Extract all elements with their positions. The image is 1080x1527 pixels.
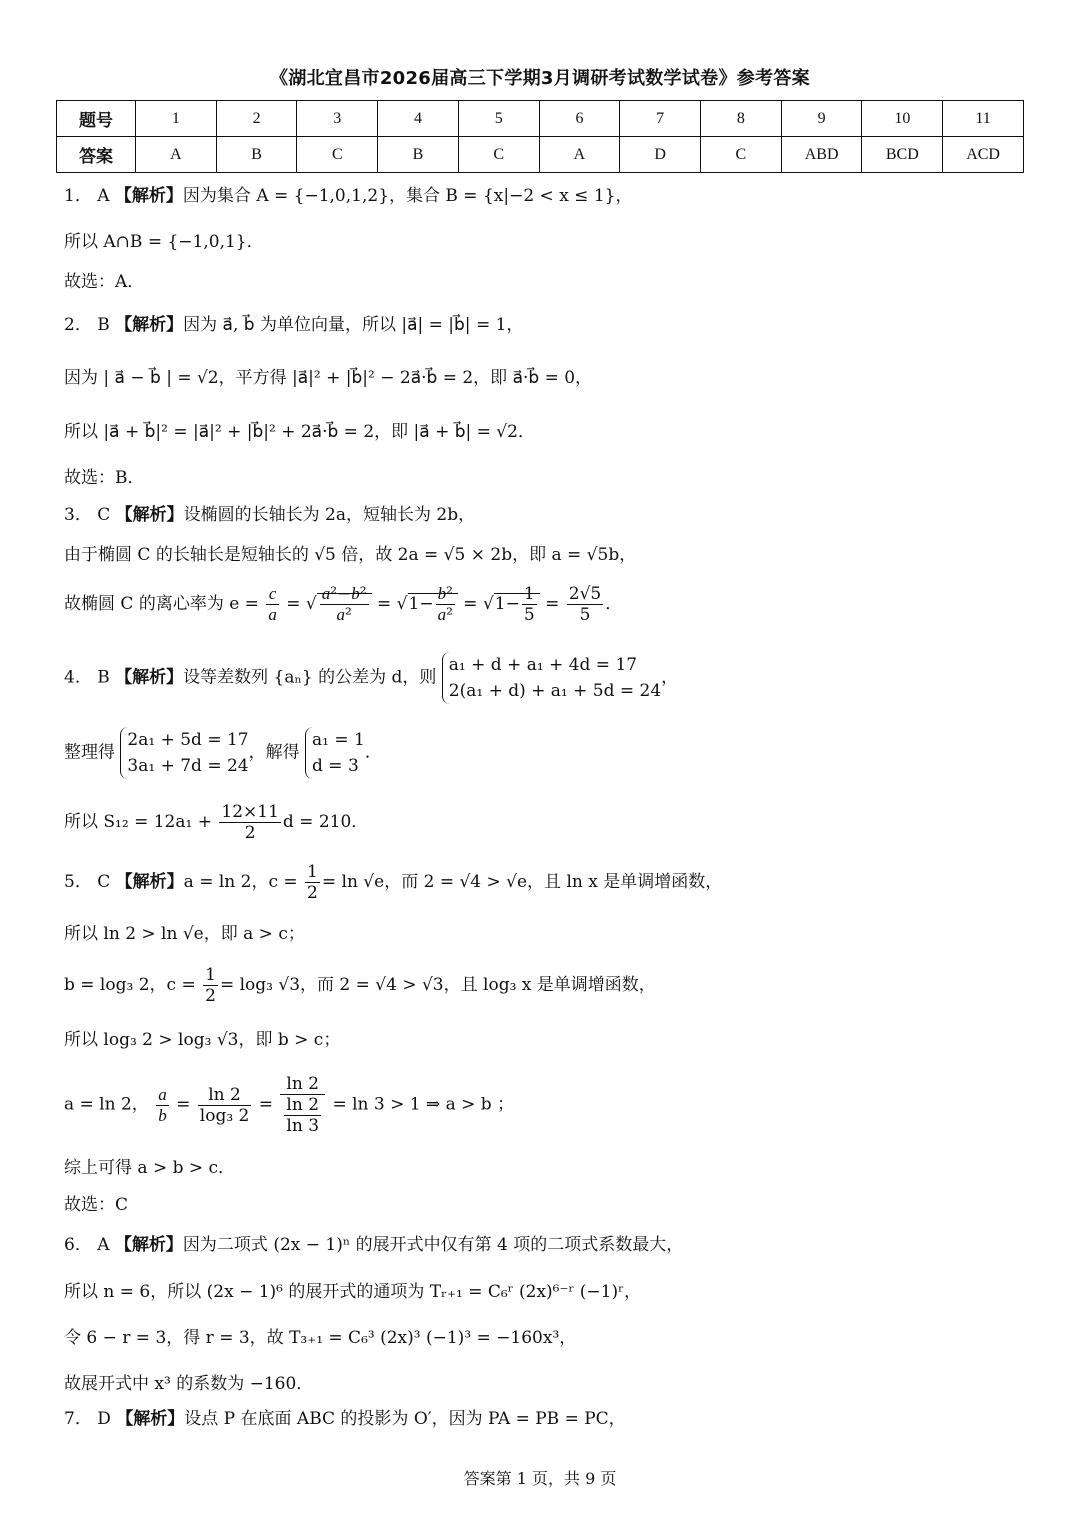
answer-letter: C (97, 505, 111, 525)
table-cell: 1 (136, 101, 217, 137)
q5-line-1: 5． C 【解析】a = ln 2，c = $\frac{1}{2}$ = ln √e，而 2 = √4 > √e，且 ln x 是单调增函数， (64, 862, 723, 903)
q6-line-4: 故展开式中 x³ 的系数为 −160． (64, 1374, 314, 1394)
q4-line-3: 所以 S₁₂ = 12a₁ + $\frac{12\times 11}{2}$ d = 210． (64, 802, 369, 843)
q5-line-6: 综上可得 a > b > c． (64, 1158, 236, 1178)
q1-line-2: 所以 A∩B = {−1,0,1}． (64, 232, 264, 252)
table-cell: C (701, 137, 782, 173)
table-cell: D (620, 137, 701, 173)
table-cell: 11 (943, 101, 1024, 137)
table-cell: ACD (943, 137, 1024, 173)
q5-line-5: a = ln 2， $\frac{a}{b}$ = $\frac{\ln 2}{\text{log₃ 2}}$ = $\frac{\ln 2}{\frac{\ln 2}{\ln 3}}$ = ln 3 > 1 ⇒ a > b ； (64, 1074, 515, 1136)
table-cell: B (378, 137, 459, 173)
analysis-label: 【解析】 (115, 667, 184, 688)
table-cell: A (539, 137, 620, 173)
table-cell: 7 (620, 101, 701, 137)
q3-line-2: 由于椭圆 C 的长轴长是短轴长的 √5 倍，故 2a = √5 × 2b，即 a = √5b， (64, 545, 637, 565)
equation-system: a₁ = 1 d = 3 (305, 727, 365, 779)
q5-line-7: 故选：C (64, 1195, 129, 1215)
q2-line-2: 因为 | a⃗ − b⃗ | = √2，平方得 |a⃗|² + |b⃗|² − 2a⃗·b⃗ = 2，即 a⃗·b⃗ = 0， (64, 368, 593, 388)
q7-line-1: 7． D 【解析】设点 P 在底面 ABC 的投影为 O′，因为 PA = PB = PC， (64, 1409, 626, 1429)
question-number: 4 (64, 667, 75, 688)
equation-system: a₁ + d + a₁ + 4d = 17 2(a₁ + d) + a₁ + 5d = 24 (442, 652, 661, 704)
table-cell: B (216, 137, 297, 173)
q5-line-4: 所以 log₃ 2 > log₃ √3，即 b > c； (64, 1030, 341, 1050)
table-cell: 6 (539, 101, 620, 137)
q6-line-3: 令 6 − r = 3，得 r = 3，故 T₃₊₁ = C₆³ (2x)³ (−1)³ = −160x³， (64, 1328, 577, 1348)
q2-line-1: 2． B 【解析】因为 a⃗, b⃗ 为单位向量，所以 |a⃗| = |b⃗| = 1， (64, 315, 524, 335)
q1-line-1: 1． A 【解析】因为集合 A = {−1,0,1,2}，集合 B = {x|−2 < x ≤ 1}， (64, 186, 633, 206)
q3-line-3: 故椭圆 C 的离心率为 e = $\frac{c}{a}$ = √ $\frac{\text{a²−b²}}{\text{a²}}$ = √1− $\frac{\text{b²}}{\text{a²}}$ = √1− $\frac{1}{5}$ = $\frac{2√5}{5}$ ． (64, 584, 623, 625)
analysis-label: 【解析】 (114, 1235, 183, 1255)
table-cell: 8 (701, 101, 782, 137)
question-number: 5 (64, 872, 75, 892)
question-number: 1 (64, 186, 75, 206)
question-number: 6 (64, 1235, 75, 1255)
question-number: 2 (64, 315, 75, 335)
table-cell: C (458, 137, 539, 173)
q3-line-1: 3． C 【解析】设椭圆的长轴长为 2a，短轴长为 2b， (64, 505, 476, 525)
q6-line-1: 6． A 【解析】因为二项式 (2x − 1)ⁿ 的展开式中仅有第 4 项的二项式系数最大， (64, 1235, 684, 1255)
analysis-label: 【解析】 (115, 505, 184, 525)
analysis-label: 【解析】 (116, 1409, 185, 1429)
answer-letter: D (97, 1409, 111, 1429)
q4-line-2: 整理得 2a₁ + 5d = 17 3a₁ + 7d = 24 ，解得 a₁ = 1 d = 3 ． (64, 727, 382, 779)
table-row-answers (57, 137, 1024, 173)
q4-line-1: 4． B 【解析】设等差数列 {aₙ} 的公差为 d，则 a₁ + d + a₁ + 4d = 17 2(a₁ + d) + a₁ + 5d = 24 ， (64, 652, 678, 704)
q5-line-2: 所以 ln 2 > ln √e，即 a > c； (64, 924, 305, 944)
table-cell: C (297, 137, 378, 173)
answer-letter: B (97, 667, 110, 688)
table-cell: A (136, 137, 217, 173)
analysis-label: 【解析】 (114, 186, 183, 206)
analysis-label: 【解析】 (115, 872, 184, 892)
table-cell: 2 (216, 101, 297, 137)
table-cell: 3 (297, 101, 378, 137)
table-cell: 4 (378, 101, 459, 137)
row-header-question: 题号 (57, 101, 136, 137)
page-title: 《湖北宜昌市2026届高三下学期3月调研考试数学试卷》参考答案 (270, 68, 810, 89)
analysis-label: 【解析】 (115, 315, 184, 335)
answer-letter: B (97, 315, 110, 335)
equation-system: 2a₁ + 5d = 17 3a₁ + 7d = 24 (120, 727, 248, 779)
page-footer: 答案第 1 页，共 9 页 (463, 1469, 617, 1488)
table-row-numbers (57, 101, 1024, 137)
table-cell: 10 (862, 101, 943, 137)
table-cell: BCD (862, 137, 943, 173)
answer-letter: A (97, 186, 110, 206)
q2-line-3: 所以 |a⃗ + b⃗|² = |a⃗|² + |b⃗|² + 2a⃗·b⃗ = 2，即 |a⃗ + b⃗| = √2． (64, 422, 535, 442)
q1-line-3: 故选：A． (64, 272, 145, 292)
table-cell: 9 (781, 101, 862, 137)
answer-table (56, 100, 1024, 173)
question-number: 7 (64, 1409, 75, 1429)
table-cell: ABD (781, 137, 862, 173)
q5-line-3: b = log₃ 2，c = $\frac{1}{2}$ = log₃ √3，而 2 = √4 > √3，且 log₃ x 是单调增函数， (64, 965, 656, 1006)
row-header-answer: 答案 (57, 137, 136, 173)
table-cell: 5 (458, 101, 539, 137)
answer-letter: A (97, 1235, 110, 1255)
answer-letter: C (97, 872, 111, 892)
q6-line-2: 所以 n = 6，所以 (2x − 1)⁶ 的展开式的通项为 Tᵣ₊₁ = C₆ʳ (2x)⁶⁻ʳ (−1)ʳ， (64, 1282, 641, 1302)
question-number: 3 (64, 505, 75, 525)
q2-line-4: 故选：B． (64, 468, 145, 488)
